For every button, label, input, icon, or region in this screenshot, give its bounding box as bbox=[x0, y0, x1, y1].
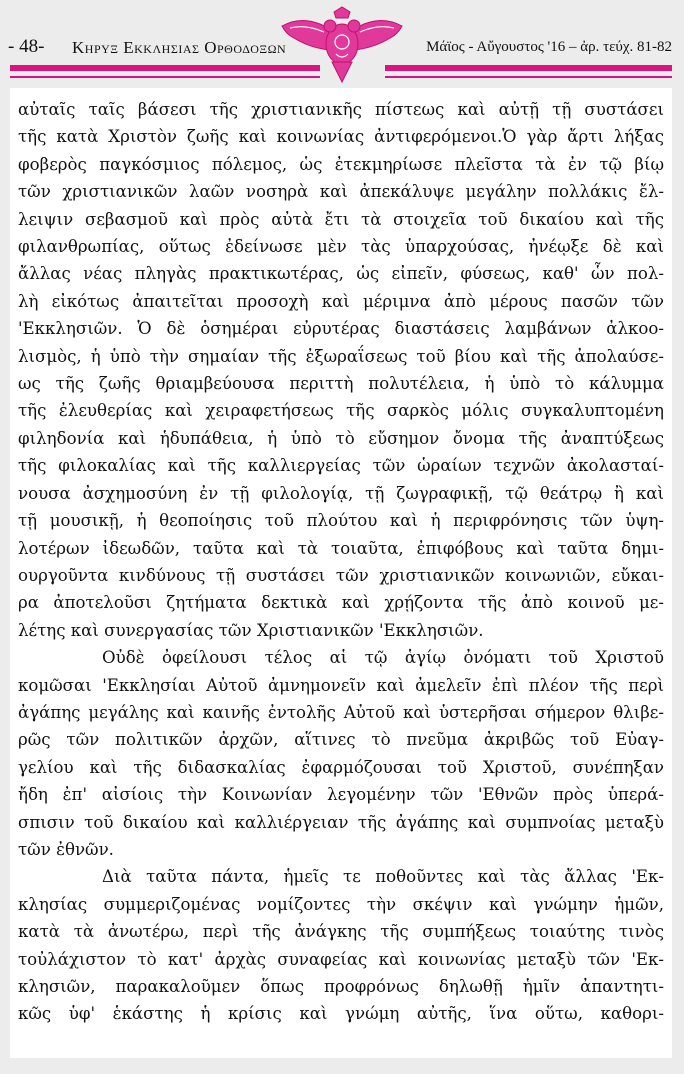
text-line: ως τῆς ζωῆς θριαμβεύουσα περιττὴ πολυτέλεια, ἡ ὑπὸ τὸ κάλυμμα bbox=[18, 374, 664, 394]
header-rule-left-thin bbox=[10, 76, 320, 78]
text-line: κλησιῶν, παρακαλοῦμεν ὅπως προφρόνως δηλωθῇ ἡμῖν ἀπαντητι- bbox=[18, 977, 664, 996]
journal-title: Κηρυξ Εκκλησιας Ορθοδοξων bbox=[72, 38, 287, 57]
text-line: ρῶς τῶν πολιτικῶν ἀρχῶν, αἵτινες τὸ πνεῦμα ἀκριβῶς τοῦ Εὐαγ- bbox=[18, 730, 664, 750]
text-line: τῶν ἐθνῶν. bbox=[18, 839, 114, 859]
text-line: τῇ μουσικῇ, ἡ θεοποίησις τοῦ πλούτου καὶ ἡ περιφρόνησις τῶν ὑψη- bbox=[18, 511, 664, 531]
text-line: κῶς ὑφ' ἑκάστης ἡ κρίσις καὶ γνώμη αὐτῆς, ἵνα οὕτω, καθορι- bbox=[18, 1004, 664, 1024]
text-line: ρα ἀποτελοῦσι ζητήματα δεκτικὰ καὶ χρῄζοντα τῆς ἀπὸ κοινοῦ με- bbox=[18, 593, 664, 613]
text-line: κατὰ τὰ ἀνωτέρω, περὶ τῆς ἀνάγκης τῆς συμπήξεως τοιαύτης τινὸς bbox=[18, 922, 664, 942]
text-line: τῆς φιλοκαλίας καὶ τῆς καλλιεργείας τῶν ὡραίων τεχνῶν ἀκολασταί- bbox=[18, 456, 664, 476]
text-line: ἀγάπης μεγάλης καὶ καινῆς ἐντολῆς Αὐτοῦ καὶ ὑστερῆσαι σήμερον θλιβε- bbox=[18, 702, 664, 722]
text-line: φοβερὸς παγκόσμιος πόλεμος, ὡς ἐτεκμηρίωσε πλεῖστα τὰ ἐν τῷ βίῳ bbox=[18, 154, 664, 174]
text-line: φιλανθρωπίας, οὕτως ἐδείνωσε μὲν τὰς ὑπαρχούσας, ἠνέῳξε δὲ καὶ bbox=[18, 237, 664, 257]
text-line: τῆς κατὰ Χριστὸν ζωῆς καὶ κοινωνίας ἀντιφερόμενοι.Ὁ γὰρ ἄρτι λήξας bbox=[18, 127, 664, 147]
text-line: λὴ εἰκότως ἀπαιτεῖται προσοχὴ καὶ μέριμνα ἀπὸ μέρους πασῶν τῶν bbox=[18, 291, 664, 311]
double-headed-eagle-icon bbox=[280, 6, 404, 84]
text-line: ἄλλας νέας πληγὰς πρακτικωτέρας, ὡς εἰπεῖν, φύσεως, καθ' ὧν πολ- bbox=[18, 264, 664, 284]
text-line: λέτης καὶ συνεργασίας τῶν Χριστιανικῶν 'Εκκλησιῶν. bbox=[18, 620, 484, 640]
text-line: λισμὸς, ἡ ὑπὸ τὴν σημαίαν τῆς ἐξωραΐσεως τοῦ βίου καὶ τῆς ἀπολαύσε- bbox=[18, 346, 664, 366]
text-line: σπισιν τοῦ δικαίου καὶ καλλιέργειαν τῆς ἀγάπης καὶ συμπνοίας μεταξὺ bbox=[18, 812, 664, 832]
article-page bbox=[10, 88, 672, 1058]
header-rule-right-thin bbox=[385, 76, 672, 78]
header-rule-right bbox=[385, 65, 672, 71]
page-number: - 48- bbox=[8, 36, 45, 57]
text-line: λειψιν σεβασμοῦ καὶ πρὸς αὐτὰ ἔτι τὰ στοιχεῖα τοῦ δικαίου καὶ τῆς bbox=[18, 209, 664, 229]
text-line: τῆς ἐλευθερίας καὶ χειραφετήσεως τῆς σαρκὸς μόλις συγκαλυπτομένη bbox=[18, 401, 664, 421]
article-body bbox=[18, 96, 664, 1028]
text-line: Οὐδὲ ὀφείλουσι τέλος αἱ τῷ ἁγίῳ ὀνόματι τοῦ Χριστοῦ bbox=[102, 648, 664, 668]
text-line: ἤδη ἐπ' αἰσίοις τὴν Κοινωνίαν λεγομένην τῶν 'Εθνῶν πρὸς ὑπερά- bbox=[18, 785, 664, 805]
text-line: φιληδονία καὶ ἡδυπάθεια, ἡ ὑπὸ τὸ εὔσημον ὄνομα τῆς ἀναπτύξεως bbox=[18, 428, 664, 448]
page-header bbox=[0, 0, 684, 88]
text-line: τῶν χριστιανικῶν λαῶν νοσηρὰ καὶ ἀπεκάλυψε μεγάλην πολλάκις ἔλ- bbox=[18, 182, 664, 202]
text-line: Διὰ ταῦτα πάντα, ἡμεῖς τε ποθοῦντες καὶ τὰς ἄλλας 'Εκ- bbox=[102, 867, 664, 887]
text-line: αὐταῖς ταῖς βάσεσι τῆς χριστιανικῆς πίστεως καὶ αὐτῇ τῇ συστάσει bbox=[18, 100, 664, 119]
text-line: τοὐλάχιστον τὸ κατ' ἀρχὰς συναφείας καὶ κοινωνίας μεταξὺ τῶν 'Εκ- bbox=[18, 949, 664, 969]
text-line: 'Εκκλησιῶν. Ὁ δὲ ὁσημέραι εὐρυτέρας διαστάσεις λαμβάνων ἀλκοο- bbox=[18, 319, 664, 339]
text-line: γελίου καὶ τῆς διδασκαλίας ἐφαρμόζουσαι τοῦ Χριστοῦ, συνέπηξαν bbox=[18, 757, 664, 777]
text-line: ουργοῦντα κινδύνους τῇ συστάσει τῶν χριστιανικῶν κοινωνιῶν, εὔκαι- bbox=[18, 565, 664, 585]
text-line: κομῶσαι 'Εκκλησίαι Αὐτοῦ ἀμνημονεῖν καὶ ἀμελεῖν ἐπὶ πλέον τῆς περὶ bbox=[18, 675, 664, 695]
text-line: νουσα ἀσχημοσύνη ἐν τῇ φιλολογίᾳ, τῇ ζωγραφικῇ, τῷ θεάτρῳ ἢ καὶ bbox=[18, 483, 664, 503]
header-rule-left bbox=[10, 65, 320, 71]
text-line: κλησίας συμμεριζομένας νομίζοντες τὴν σκέψιν καὶ γνώμην ἡμῶν, bbox=[18, 894, 664, 914]
issue-info: Μάϊος - Αὔγουστος '16 – ἀρ. τεύχ. 81-82 bbox=[426, 39, 672, 55]
text-line: λοτέρων ἰδεωδῶν, ταῦτα καὶ τὰ τοιαῦτα, ἐπιφόβους καὶ ταῦτα δημι- bbox=[18, 538, 664, 558]
